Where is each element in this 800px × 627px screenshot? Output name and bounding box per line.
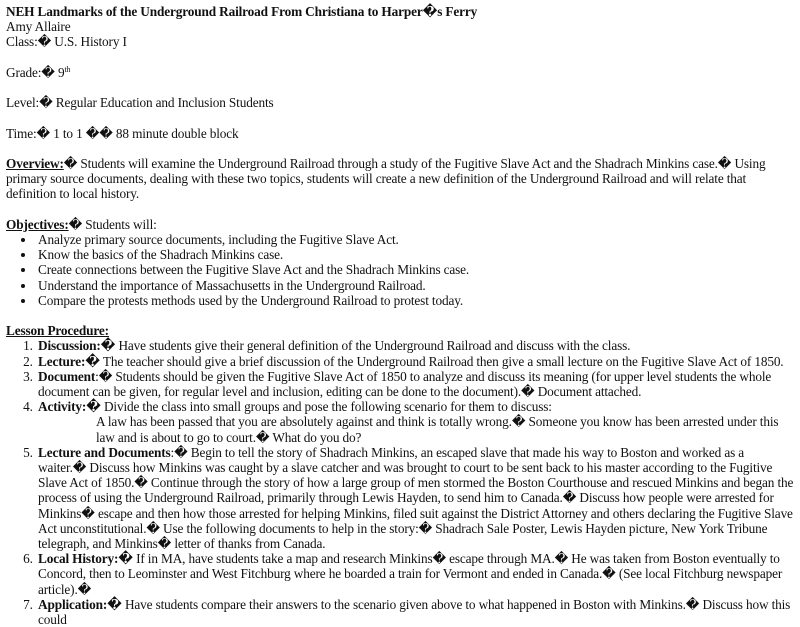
objective-item: • Compare the protests methods used by the Underground Railroad to protest today.: [36, 293, 794, 308]
activity-scenario: A law has been passed that you are absolutely against and think is totally wrong.� Someone you know has been arrested under this law and is about to go to court.� What do you do?: [96, 414, 779, 445]
procedure-step: [36, 354, 794, 369]
grade-line: [6, 65, 794, 80]
step-label: Document: [38, 368, 96, 384]
level-label: Level:�: [6, 95, 53, 111]
overview-text: � Students will examine the Underground Railroad through a study of the Fugitive Slave Act and the Shadrach Minkins case.� Using primary source documents, dealing with these two topics, students will create a new definition of the Underground Railroad and will relate that definition to local history.: [6, 155, 766, 202]
step-label: Activity:�: [38, 399, 101, 415]
procedure-list: [6, 338, 794, 627]
step-text: Have students compare their answers to the scenario given above to what happened in Boston with Minkins.� Discuss how this could: [38, 596, 791, 627]
procedure-step: [36, 369, 794, 399]
document-title: NEH Landmarks of the Underground Railroad From Christiana to Harper�s Ferry: [6, 4, 478, 19]
objectives-heading: Objectives:: [6, 216, 69, 232]
step-text: :� Students should be given the Fugitive Slave Act of 1850 to analyze and discuss its meaning (for upper level students the whole document can be given, for regular level and inclusion, editing can be done to the document).� Document attached.: [38, 368, 772, 399]
step-text: The teacher should give a brief discussion of the Underground Railroad then give a small lecture on the Fugitive Slave Act of 1850.: [99, 353, 784, 369]
time-line: [6, 126, 794, 141]
level-value: Regular Education and Inclusion Students: [52, 95, 274, 111]
grade-label: Grade:�: [6, 64, 55, 80]
step-label: Discussion:�: [38, 338, 116, 354]
overview-heading: Overview:: [6, 155, 64, 171]
procedure-step: [36, 445, 794, 551]
author-name: Amy Allaire: [6, 19, 71, 35]
objective-item: • Know the basics of the Shadrach Minkins case.: [36, 247, 794, 262]
procedure-step: [36, 551, 794, 597]
objective-item: • Analyze primary source documents, including the Fugitive Slave Act.: [36, 232, 794, 247]
objective-item: • Understand the importance of Massachusetts in the Underground Railroad.: [36, 278, 794, 293]
step-text: Have students give their general definition of the Underground Railroad and discuss with the class.: [115, 338, 631, 354]
overview-section: [6, 156, 794, 202]
level-line: [6, 95, 794, 110]
procedure-step: [36, 597, 794, 627]
step-label: Lecture and Documents: [38, 444, 171, 460]
procedure-step: [36, 399, 794, 445]
class-value: U.S. History I: [51, 34, 127, 50]
step-label: Lecture:�: [38, 353, 100, 369]
objectives-intro: � Students will:: [68, 216, 157, 232]
step-text: Divide the class into small groups and pose the following scenario for them to discuss:: [100, 399, 552, 415]
step-label: Local History:�: [38, 551, 133, 567]
objectives-list: [6, 232, 794, 308]
time-value: 1 to 1 �� 88 minute double block: [50, 125, 239, 141]
grade-value: 9: [54, 64, 65, 80]
step-text: :� Begin to tell the story of Shadrach Minkins, an escaped slave that made his way to Boston and worked as a waiter.� Discuss how Minkins was caught by a slave catcher and was brought to court to be sent back to his master according to the Fugitive Slave Act of 1850.� Continue through the story of how a large group of men stormed the Boston Courthouse and rescued Minkins and began the process of using the Underground Railroad, primarily through Lewis Hayden, to send him to Canada.� Discuss how people were arrested for Minkins� escape and then how those arrested for helping Minkins, filed suit against the District Attorney and others declaring the Fugitive Slave Act unconstitutional.� Use the following documents to help in the story:� Shadrach Sale Poster, Lewis Hayden picture, New York Tribune telegraph, and Minkins� letter of thanks from Canada.: [38, 444, 794, 552]
class-line: [6, 34, 794, 49]
procedure-heading: Lesson Procedure:: [6, 323, 109, 339]
grade-suffix: th: [64, 64, 71, 74]
step-label: Application:�: [38, 596, 122, 612]
objective-item: • Create connections between the Fugitive Slave Act and the Shadrach Minkins case.: [36, 262, 794, 277]
objectives-section: [6, 217, 794, 232]
step-text: If in MA, have students take a map and research Minkins� escape through MA.� He was taken from Boston eventually to Concord, then to Leominster and West Fitchburg where he boarded a train for Vermont and ended in Canada.� (See local Fitchburg newspaper article).�: [38, 551, 783, 597]
class-label: Class:�: [6, 34, 52, 50]
procedure-step: [36, 338, 794, 353]
time-label: Time:�: [6, 125, 51, 141]
